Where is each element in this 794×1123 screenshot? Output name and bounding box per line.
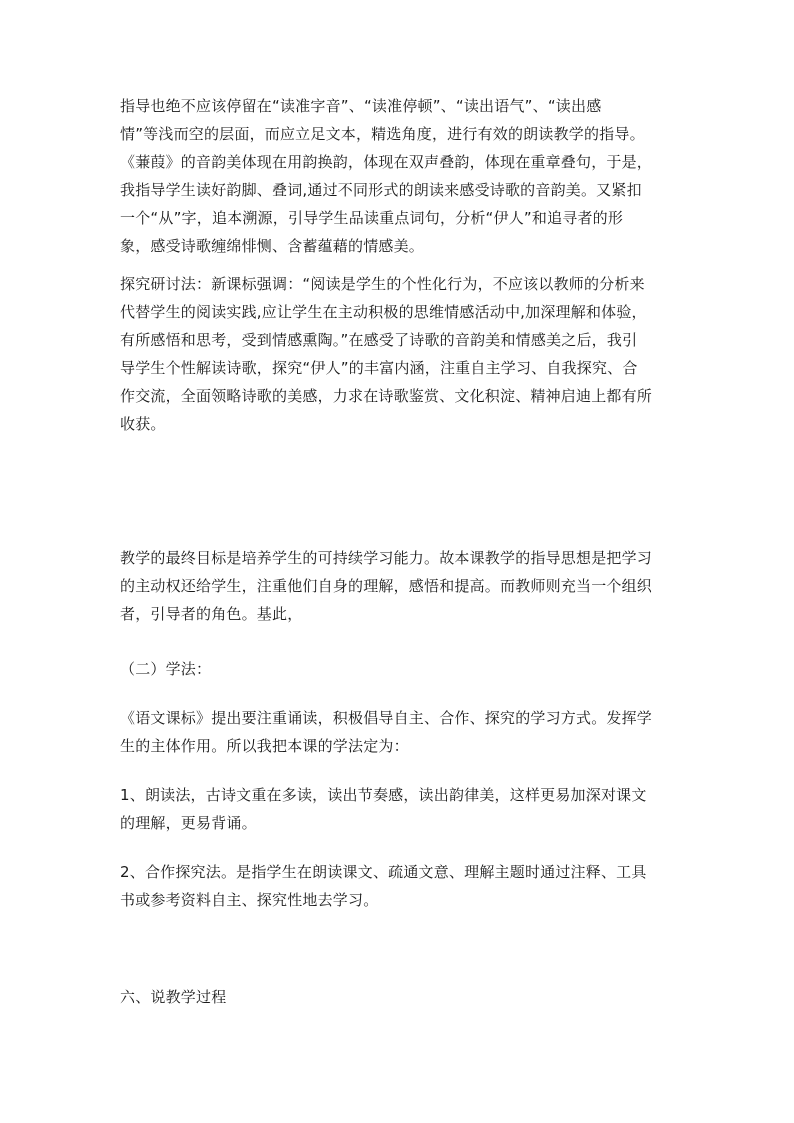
text-line: 《蒹葭》的音韵美体现在用韵换韵，体现在双声叠韵，体现在重章叠句，于是， [120, 153, 653, 171]
text-line: 情”等浅而空的层面，而应立足文本，精选角度，进行有效的朗读教学的指导。 [120, 125, 645, 143]
paragraph-teaching-goal [120, 544, 680, 628]
list-item-method-2 [120, 858, 680, 914]
text-line: 有所感悟和思考，受到情感熏陶。”在感受了诗歌的音韵美和情感美之后，我引 [120, 331, 638, 349]
text-line: 教学的最终目标是培养学生的可持续学习能力。故本课教学的指导思想是把学习 [120, 549, 653, 567]
text-line: 探究研讨法：新课标强调：“阅读是学生的个性化行为，不应该以教师的分析来 [120, 275, 645, 293]
paragraph-reading-guidance [120, 92, 680, 260]
text-line: 者，引导者的角色。基此， [120, 605, 303, 623]
text-line: 收获。 [120, 415, 166, 433]
heading-learning-methods [120, 655, 680, 683]
text-line: 六、说教学过程 [120, 988, 227, 1006]
text-line: （二）学法： [120, 660, 212, 678]
text-line: 一个“从”字，追本溯源，引导学生品读重点词句，分析“伊人”和追寻者的形 [120, 209, 624, 227]
text-line: 书或参考资料自主、探究性地去学习。 [120, 891, 379, 909]
paragraph-curriculum-standard [120, 704, 680, 760]
text-line: 的主动权还给学生，注重他们自身的理解，感悟和提高。而教师则充当一个组织 [120, 577, 653, 595]
text-line: 作交流，全面领略诗歌的美感，力求在诗歌鉴赏、文化积淀、精神启迪上都有所 [120, 387, 653, 405]
text-line: 导学生个性解读诗歌，探究“伊人”的丰富内涵，注重自主学习、自我探究、合 [120, 359, 638, 377]
list-item-method-1 [120, 781, 680, 837]
text-line: 指导也绝不应该停留在“读准字音”、“读准停顿”、“读出语气”、“读出感 [120, 97, 602, 115]
text-line: 1、朗读法，古诗文重在多读，读出节奏感，读出韵律美，这样更易加深对课文 [120, 786, 647, 804]
text-line: 的理解，更易背诵。 [120, 814, 257, 832]
heading-section-6 [120, 983, 680, 1011]
text-line: 我指导学生读好韵脚、叠词,通过不同形式的朗读来感受诗歌的音韵美。又紧扣 [120, 181, 642, 199]
text-line: 《语文课标》提出要注重诵读，积极倡导自主、合作、探究的学习方式。发挥学 [120, 709, 653, 727]
text-line: 生的主体作用。所以我把本课的学法定为： [120, 737, 409, 755]
text-line: 象，感受诗歌缠绵悱恻、含蓄蕴藉的情感美。 [120, 237, 425, 255]
paragraph-inquiry-method [120, 270, 680, 438]
text-line: 代替学生的阅读实践,应让学生在主动积极的思维情感活动中,加深理解和体验， [120, 303, 647, 321]
text-line: 2、合作探究法。是指学生在朗读课文、疏通文意、理解主题时通过注释、工具 [120, 863, 647, 881]
